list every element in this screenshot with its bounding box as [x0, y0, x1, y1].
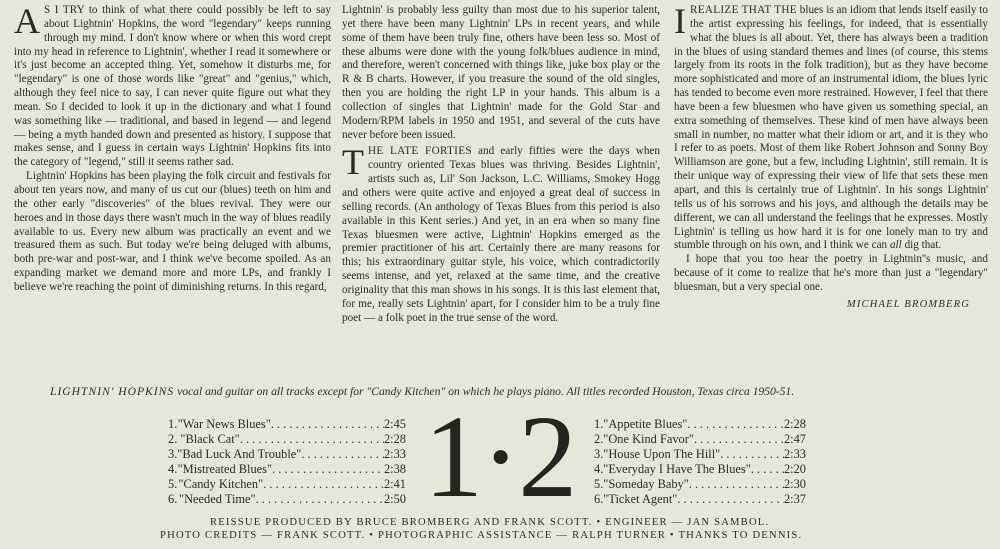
track-number: 4. [594, 462, 604, 476]
track-title: "Everyday I Have The Blues" [603, 462, 751, 476]
track-title: "War News Blues" [177, 417, 271, 431]
drop-cap: T [342, 142, 364, 183]
track-duration: 2:30 [783, 477, 806, 491]
leader-dots [256, 492, 384, 507]
track-row [594, 477, 806, 492]
production-credits: REISSUE PRODUCED BY BRUCE BROMBERG AND FRANK SCOTT. • ENGINEER — JAN SAMBOL. [210, 517, 770, 528]
emphasis: all [889, 239, 902, 252]
track-number: 2. [594, 432, 604, 446]
paragraph-text: blues is an idiom that lends itself easily to the artist expressing his feelings, for indeed, that is essentially what the blues is all about. Yet, there has always been a tradition in the blues of using standard themes and lines (of course, this stems largely from its roots in the folk tradition), but as they have become more sophisticated and more of an instrumental idiom, the blues lyric has tended to become even more restrained. However, I feel that there have been a few bluesmen who have given us something special, an extra something of themselves. These kind of men have always been small in number, no matter what their idiom or art, and it is they who I refer to as poets. Most of them like Robert Johnson and Sonny Boy Williamson are gone, but a few, including Lightnin', still remain. It is their unique way of expressing their view of life that sets these men apart, and this is certainly true of Lightnin'. In his songs Lightnin' tells us of his sorrows and his joys, and although the details may be different, we can all understand the feelings that he expresses. Mostly Lightnin' is telling us how hard it is for one lonely man to try and stumble through on his own, and I think we can [674, 4, 988, 252]
track-row [168, 477, 406, 492]
track-row [594, 462, 806, 477]
track-title: "Ticket Agent" [603, 492, 678, 506]
track-number: 5. [594, 477, 604, 491]
drop-cap: A [14, 1, 40, 41]
track-row [168, 417, 406, 432]
paragraph: Lightnin' is probably less guilty than most due to his superior talent, yet there have been many Lightnin' LPs in recent years, and while some of them have been truly fine, others have been less so. Most of these albums were done with the young folk/blues audience in mind, and therefore, weren't concerned with things like, juke box play or the R & B charts. However, if you treasure the sound of the old singles, then you are holding the right LP in your hands. This album is a collection of singles that Lightnin' made for the Gold Star and Modern/RPM labels in 1950 and 1951, and several of the cuts have never before been issued. [342, 4, 660, 141]
track-row [168, 462, 406, 477]
column-2 [342, 4, 660, 325]
leader-dots [263, 477, 384, 492]
track-title: "Appetite Blues" [603, 417, 688, 431]
track-number: 1. [168, 417, 178, 431]
column-1 [14, 1, 331, 295]
track-title: "Mistreated Blues" [177, 462, 273, 476]
track-row [594, 447, 806, 462]
leader-dots [689, 477, 784, 492]
track-row [168, 492, 406, 507]
leader-dots [240, 432, 384, 447]
track-row [594, 492, 806, 507]
track-duration: 2:28 [383, 432, 406, 446]
track-duration: 2:20 [783, 462, 806, 476]
drop-cap: I [674, 1, 686, 41]
lead-caps: REALIZE THAT THE [690, 4, 797, 16]
track-number: 1. [594, 417, 604, 431]
track-number: 2. [168, 432, 178, 446]
track-duration: 2:28 [783, 417, 806, 431]
track-row [168, 447, 406, 462]
leader-dots [720, 447, 784, 462]
author-signature: MICHAEL BROMBERG [846, 298, 970, 310]
track-number: 4. [168, 462, 178, 476]
track-number: 5. [168, 477, 178, 491]
track-number: 6. [168, 492, 178, 506]
track-title: "Bad Luck And Trouble" [177, 447, 302, 461]
paragraph [342, 142, 660, 325]
track-number: 3. [594, 447, 604, 461]
track-number: 6. [594, 492, 604, 506]
track-row [168, 432, 406, 447]
paragraph [674, 1, 988, 253]
credit-text: vocal and guitar on all tracks except for "Candy Kitchen" on which he plays piano. All titles recorded Houston, Texas circa 1950-51. [174, 385, 795, 398]
leader-dots [272, 462, 384, 477]
track-row [594, 432, 806, 447]
leader-dots [301, 447, 384, 462]
paragraph: I hope that you too hear the poetry in Lightnin''s music, and because of it come to realize that he's more than just a "legendary" bluesman, but a very special one. [674, 253, 988, 293]
track-duration: 2:47 [783, 432, 806, 446]
lead-caps: HE LATE FORTIES [368, 145, 472, 158]
track-duration: 2:50 [383, 492, 406, 506]
leader-dots [271, 417, 384, 432]
track-duration: 2:45 [383, 417, 406, 431]
paragraph [14, 1, 331, 170]
track-title: "Black Cat" [180, 432, 240, 446]
track-title: "House Upon The Hill" [603, 447, 721, 461]
track-title: "One Kind Favor" [603, 432, 694, 446]
paragraph-text: S I TRY to think of what there could possibly be left to say about Lightnin' Hopkins, the word "legendary" keeps running through my mind. I don't know where or when this word crept into my head in reference to Lightnin', whether I read it somewhere or it's just become an accepted thing. Yet, somehow it disturbs me, for "legendary" is one of those words like "great" and "genius," which, although they feel nice to say, I can never quite figure out what they mean. So I decided to look it up in the dictionary and what I found was something like — traditional, and based in legend — and legend — being a myth handed down and presented as history. I suppose that makes sense, and I guess in certain ways Lightnin' Hopkins fits into the category of "legend," still it seems rather sad. [14, 4, 331, 169]
paragraph: Lightnin' Hopkins has been playing the folk circuit and festivals for about ten years now, and many of us cut our (blues) teeth on him and the other early "discoveries" of the blues revival. They were our heroes and in those days there wasn't much in the way of blues readily available to us. Every new album was practically an event and we treasured them as such. But today we're being deluged with albums, both pre-war and post-war, and I think we've become spoiled. As an expanding market we demand more and more LPs, and frankly I believe we're reaching the point of diminishing returns. In this regard, [14, 170, 331, 293]
track-title: "Candy Kitchen" [178, 477, 264, 491]
paragraph-text: dig that. [901, 239, 942, 252]
paragraph-text: and early fifties were the days when country oriented Texas blues was thriving. Besides Lightnin', artists such as, Lil' Son Jackson, L.C. Williams, Smokey Hogg and others were quite active and enjoyed a great deal of success in selling records. (An anthology of Texas Blues from this period is also available in this Kent series.) And yet, in an era when so many fine Texas bluesmen were active, Lightnin' Hopkins emerged as the premier practitioner of his art. Certainly there are many reasons for this; his extraordinary guitar style, his voice, which contradictorily seems intense, and yet, relaxed at the same time, and the creative originality that this man shows in his songs. It is this last element that, for me, really sets Lightnin' apart, for I consider him to be a truly fine poet — a folk poet in the true sense of the word. [342, 145, 660, 324]
leader-dots [751, 462, 784, 477]
track-number: 3. [168, 447, 178, 461]
leader-dots [687, 417, 784, 432]
side-2-tracklist [594, 417, 806, 507]
track-title: "Someday Baby" [603, 477, 689, 491]
track-duration: 2:37 [783, 492, 806, 506]
track-duration: 2:38 [383, 462, 406, 476]
track-duration: 2:41 [383, 477, 406, 491]
track-duration: 2:33 [783, 447, 806, 461]
track-title: "Needed Time" [179, 492, 256, 506]
column-3 [674, 1, 988, 312]
track-duration: 2:33 [383, 447, 406, 461]
leader-dots [694, 432, 784, 447]
artist-name: LIGHTNIN' HOPKINS [50, 385, 175, 398]
side-1-tracklist [168, 417, 406, 507]
leader-dots [677, 492, 784, 507]
photo-credits: PHOTO CREDITS — FRANK SCOTT. • PHOTOGRAPHIC ASSISTANCE — RALPH TURNER • THANKS TO DENNIS. [160, 530, 803, 541]
track-row [594, 417, 806, 432]
side-numbers: 1·2 [424, 391, 576, 522]
